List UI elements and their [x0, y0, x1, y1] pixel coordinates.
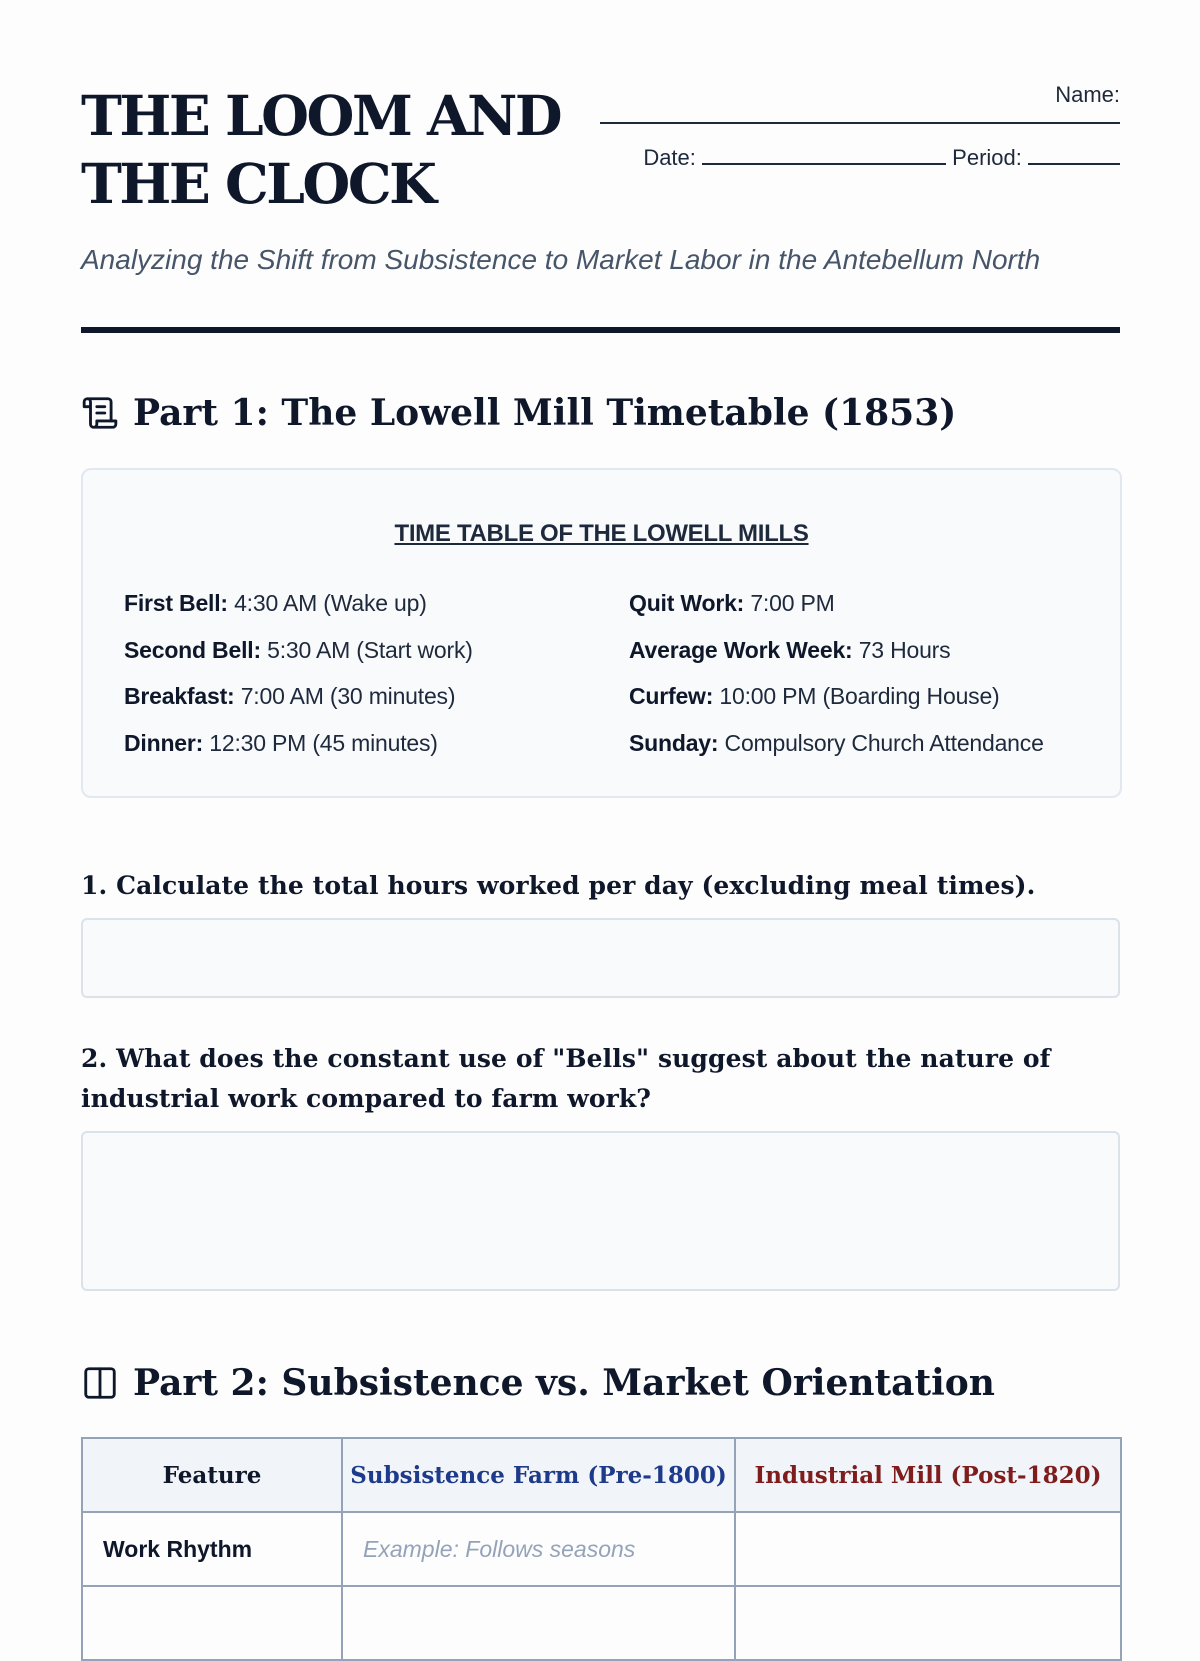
- date-blank[interactable]: [702, 145, 946, 165]
- period-blank[interactable]: [1028, 145, 1120, 165]
- part1-heading-text: Part 1: The Lowell Mill Timetable (1853): [133, 392, 957, 434]
- timetable-item: Quit Work: 7:00 PM: [629, 590, 835, 616]
- part2-heading: [81, 1362, 995, 1404]
- feature-cell: Work Rhythm: [82, 1512, 342, 1586]
- timetable-item: Average Work Week: 73 Hours: [629, 636, 951, 663]
- timetable-item: First Bell: 4:30 AM (Wake up): [124, 590, 427, 616]
- worksheet-title: THE LOOM AND THE CLOCK: [81, 83, 561, 216]
- name-row: [600, 80, 1120, 110]
- header-divider: [81, 327, 1120, 333]
- question-2: 2. What does the constant use of "Bells" suggest about the nature of industrial work compared to farm work?: [81, 1044, 1051, 1113]
- timetable-item: Second Bell: 5:30 AM (Start work): [124, 636, 473, 663]
- timetable-right-column: [629, 580, 1044, 766]
- part1-heading: [81, 392, 956, 434]
- question-1: 1. Calculate the total hours worked per day (excluding meal times).: [81, 871, 1036, 900]
- book-icon: [81, 1364, 119, 1402]
- date-label: Date:: [643, 145, 696, 170]
- scroll-icon: [81, 394, 119, 432]
- feature-cell: [82, 1586, 342, 1660]
- timetable-item: Sunday: Compulsory Church Attendance: [629, 729, 1044, 756]
- date-period-row: [600, 144, 1120, 172]
- mill-answer-cell[interactable]: [735, 1512, 1121, 1586]
- farm-answer-cell[interactable]: Example: Follows seasons: [342, 1512, 735, 1586]
- timetable-item: Breakfast: 7:00 AM (30 minutes): [124, 683, 456, 710]
- name-blank[interactable]: [600, 122, 1120, 124]
- farm-answer-cell[interactable]: [342, 1586, 735, 1660]
- table-header-row: [82, 1438, 1121, 1512]
- header-industrial-mill: Industrial Mill (Post-1820): [735, 1438, 1121, 1512]
- table-row: [82, 1512, 1121, 1586]
- mill-answer-cell[interactable]: [735, 1586, 1121, 1660]
- timetable-box: [81, 468, 1122, 798]
- part2-heading-text: Part 2: Subsistence vs. Market Orientation: [133, 1362, 995, 1404]
- period-label: Period:: [952, 145, 1022, 170]
- timetable-item: Dinner: 12:30 PM (45 minutes): [124, 729, 438, 756]
- header-subsistence-farm: Subsistence Farm (Pre-1800): [342, 1438, 735, 1512]
- answer-box-1[interactable]: [81, 918, 1120, 998]
- answer-box-2[interactable]: [81, 1131, 1120, 1291]
- timetable-title: TIME TABLE OF THE LOWELL MILLS: [394, 520, 809, 547]
- timetable-item: Curfew: 10:00 PM (Boarding House): [629, 683, 1000, 710]
- name-label: Name:: [1055, 82, 1120, 107]
- table-row: [82, 1586, 1121, 1660]
- timetable-left-column: [124, 580, 473, 766]
- header-feature: Feature: [82, 1438, 342, 1512]
- comparison-table: [81, 1437, 1122, 1661]
- worksheet-subtitle: Analyzing the Shift from Subsistence to Market Labor in the Antebellum North: [81, 244, 1041, 275]
- student-info: [600, 80, 1120, 172]
